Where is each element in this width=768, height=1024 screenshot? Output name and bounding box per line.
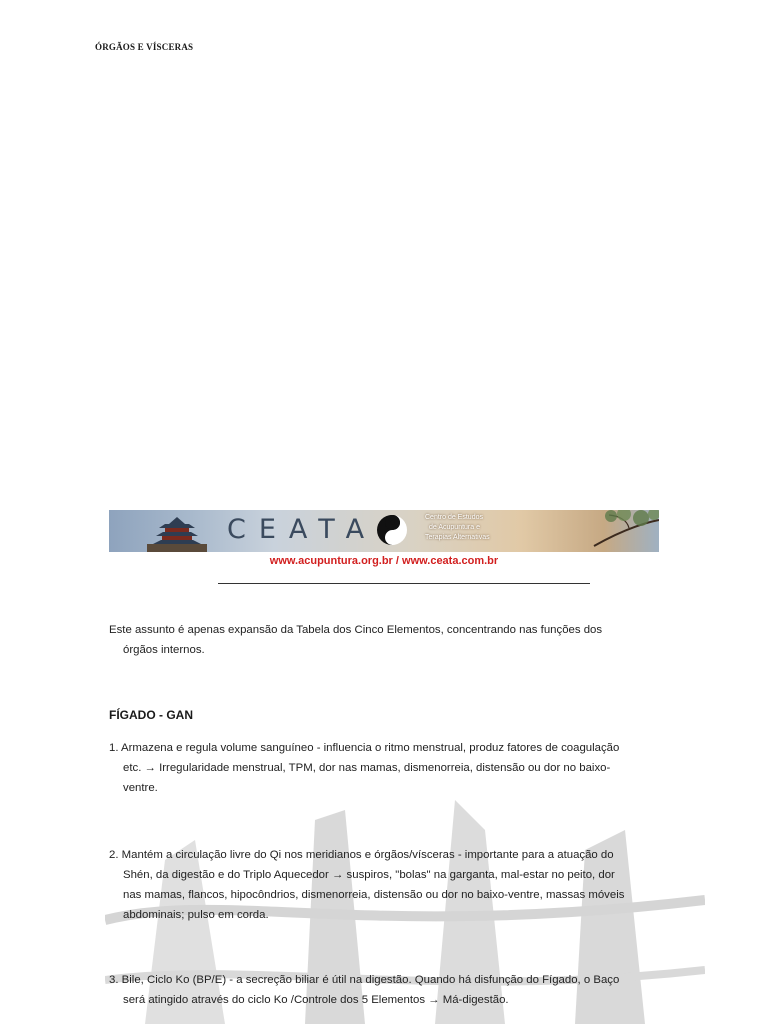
list-item (109, 738, 694, 798)
list-item-line: será atingido através do ciclo Ko /Controle dos 5 Elementos → Má-digestão. (123, 994, 509, 1006)
list-item-line: etc. → Irregularidade menstrual, TPM, dor nas mamas, dismenorreia, distensão ou dor no baixo- (123, 762, 611, 774)
list-item-line: ventre. (123, 782, 158, 794)
intro-line: Este assunto é apenas expansão da Tabela dos Cinco Elementos, concentrando nas funções dos (109, 624, 603, 636)
temple-image (147, 514, 207, 552)
list-item-line: 2. Mantém a circulação livre do Qi nos meridianos e órgãos/vísceras - importante para a atuação do (109, 849, 614, 861)
list-item-line: 3. Bile, Ciclo Ko (BP/E) - a secreção biliar é útil na digestão. Quando há disfunção do Fígado, o Baço (109, 974, 620, 986)
section-heading: FÍGADO - GAN (109, 708, 193, 722)
list-item (109, 845, 694, 925)
banner-subtitle-line: de Acupuntura e (429, 524, 480, 531)
brand-name: CEATA (227, 514, 378, 545)
banner-subtitle-line: Terapias Alternativas (425, 534, 490, 541)
list-item (109, 970, 694, 1010)
list-item-line: 1. Armazena e regula volume sanguíneo - influencia o ritmo menstrual, produz fatores de coagulação (109, 742, 620, 754)
list-item-line: nas mamas, flancos, hipocôndrios, dismenorreia, distensão ou dor no baixo-ventre, massas móveis (123, 889, 625, 901)
banner-subtitle-line: Centro de Estudos (425, 514, 483, 521)
banner-subtitle (425, 513, 490, 543)
separator-rule (218, 583, 590, 584)
intro-line: órgãos internos. (123, 644, 205, 656)
website-links[interactable]: www.acupuntura.org.br / www.ceata.com.br (269, 555, 499, 567)
tree-branch-image (549, 510, 659, 552)
list-item-line: abdominais; pulso em corda. (123, 909, 269, 921)
intro-paragraph (109, 620, 669, 660)
ceata-banner (109, 510, 659, 552)
yin-yang-icon (377, 515, 407, 545)
list-item-line: Shén, da digestão e do Triplo Aquecedor → suspiros, "bolas" na garganta, mal-estar no peito, dor (123, 869, 615, 881)
document-header-title: ÓRGÃOS E VÍSCERAS (95, 42, 194, 52)
